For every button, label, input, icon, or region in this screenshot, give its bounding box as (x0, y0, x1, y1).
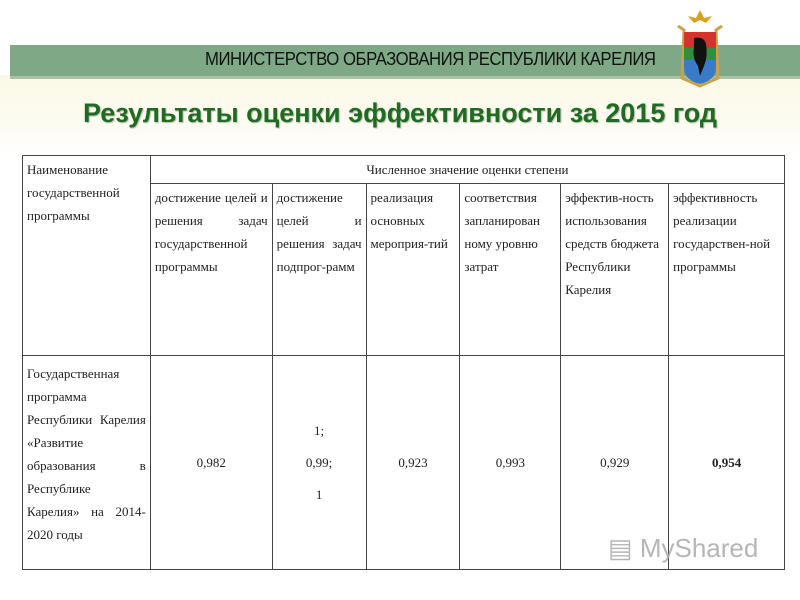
header-goals-subprograms: достижение целей и решения задач подпрог-рамм (272, 184, 366, 356)
value-cost-compliance: 0,993 (460, 356, 561, 570)
karelia-coat-of-arms-icon (670, 8, 730, 88)
subprogram-value-1: 1; (314, 422, 325, 438)
watermark-text: MyShared (639, 533, 759, 563)
results-table (22, 155, 785, 570)
value-main-activities: 0,923 (366, 356, 460, 570)
header-cost-compliance: соответствия запланирован ному уровню затрат (460, 184, 561, 356)
value-budget-efficiency: 0,929 (561, 356, 669, 570)
ministry-name: МИНИСТЕРСТВО ОБРАЗОВАНИЯ РЕСПУБЛИКИ КАРЕЛИЯ (205, 49, 656, 69)
subprogram-value-3: 1 (315, 486, 323, 502)
subprogram-value-2: 0,99; (305, 454, 333, 470)
value-program-efficiency: 0,954 (669, 356, 785, 570)
header-main-activities: реализация основных мероприя-тий (366, 184, 460, 356)
header-program-efficiency: эффективность реализации государствен-ной программы (669, 184, 785, 356)
program-name-cell: Государственная программа Республики Карелия «Развитие образования в Республике Карелия» на 2014-2020 годы (23, 356, 151, 570)
header-program-name: Наименование государственной программы (23, 156, 151, 356)
header-goals-program: достижение целей и решения задач государственной программы (150, 184, 272, 356)
value-goals-subprograms (272, 356, 366, 570)
header-budget-efficiency: эффектив-ность использования средств бюджета Республики Карелия (561, 184, 669, 356)
slide-title: Результаты оценки эффективности за 2015 год (82, 98, 718, 128)
presentation-icon: ▤ (608, 533, 633, 563)
watermark (608, 533, 758, 564)
header-group: Численное значение оценки степени (150, 156, 784, 184)
value-goals-program: 0,982 (150, 356, 272, 570)
